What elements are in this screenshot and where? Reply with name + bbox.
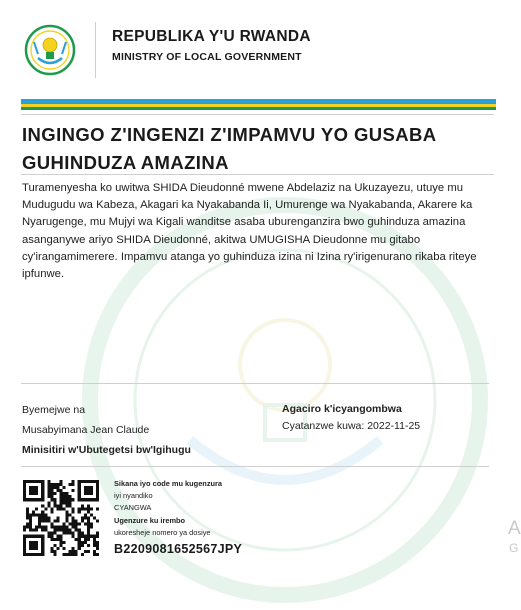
approval-top-rule <box>21 383 489 384</box>
document-validity-label: Agaciro k'icyangombwa <box>282 403 402 415</box>
document-body: Turamenyesha ko uwitwa SHIDA Dieudonné mwene Abdelaziz na Ukuzayezu, utuye mu Mudugudu wa Kabeza, Akagari ka Nyakabanda Ii, Umurenge wa Nyakabanda, Akarere ka Nyarugenge, mu Mujyi wa Kigali wanditse asaba uburenganzira bwo guhinduza amazina asanganywe ariyo SHIDA Dieudonné, akitwa UMUGISHA Dieudonne mu gitabo cy'irangamimerere. Impamvu atanga yo guhinduza izina ni Izina ry'irigenurano rikaba riteye ipfunwe. <box>22 182 477 281</box>
document-title: INGINGO Z'INGENZI Z'IMPAMVU YO GUSABA GUHINDUZA AMAZINA <box>22 124 436 173</box>
title-bottom-rule <box>21 174 494 175</box>
approved-by-label: Byemejwe na <box>22 404 86 416</box>
header-divider <box>95 22 96 78</box>
approver-name: Musabyimana Jean Claude <box>22 424 150 436</box>
rwanda-coat-of-arms-icon <box>24 24 76 76</box>
approval-bottom-rule <box>21 466 489 467</box>
ministry-name: MINISTRY OF LOCAL GOVERNMENT <box>112 51 302 63</box>
file-number-instruction: ukoresheje nomero ya dosiye <box>114 527 211 537</box>
approver-role: Minisitiri w'Ubutegetsi bw'Igihugu <box>22 444 191 456</box>
edge-letter-a: A <box>508 518 521 539</box>
document-label: iyi nyandiko <box>114 491 153 501</box>
edge-letter-g: G <box>509 541 519 555</box>
republic-name: REPUBLIKA Y'U RWANDA <box>112 28 311 45</box>
irembo-check-instruction: Ugenzure ku irembo <box>114 515 186 525</box>
scan-instruction: Sikana iyo code mu kugenzura <box>114 479 223 488</box>
file-reference-number[interactable]: B2209081652567JPY <box>114 542 243 556</box>
title-top-rule <box>21 114 494 115</box>
verification-instructions <box>114 478 222 539</box>
issue-date: Cyatanzwe kuwa: 2022-11-25 <box>282 420 421 432</box>
or-label: CYANGWA <box>114 503 152 513</box>
flag-stripes <box>21 99 496 110</box>
flag-stripe-green <box>21 107 496 110</box>
verification-qr-code[interactable] <box>23 480 99 556</box>
